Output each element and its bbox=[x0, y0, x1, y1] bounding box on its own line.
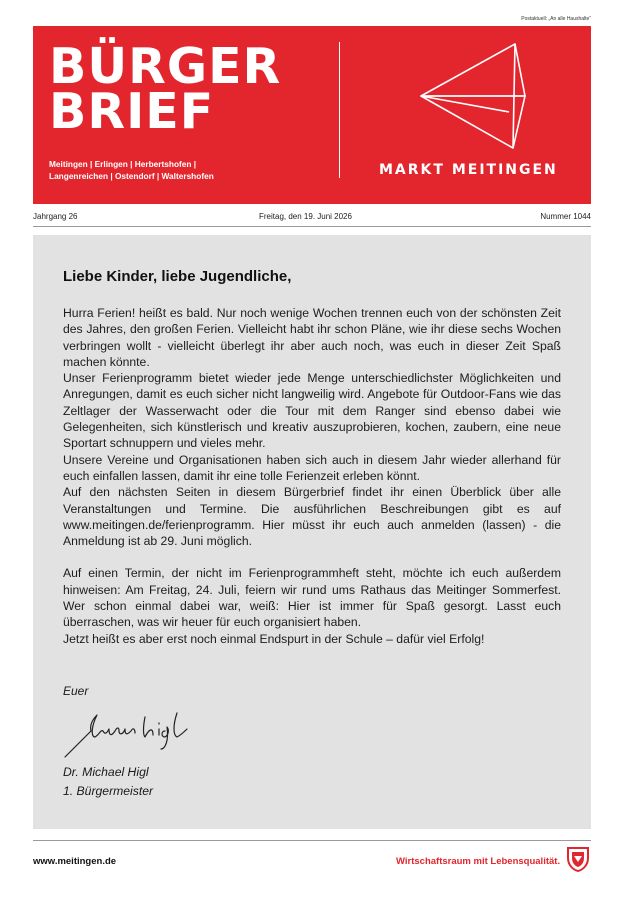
website-link[interactable]: www.meitingen.de bbox=[33, 856, 117, 867]
letter-closing: Euer bbox=[63, 684, 89, 698]
paragraph-gap bbox=[63, 549, 561, 565]
coat-of-arms-icon bbox=[566, 846, 590, 872]
letter-paragraph: Auf einen Termin, der nicht im Ferienprogrammheft steht, möchte ich euch außerdem hinweisen: Am Freitag, 24. Juli, feiern wir rund ums Rathaus das Meitinger Sommerfest. Wer schon einmal dabei war, weiß: Hier ist immer für Spaß gesorgt. Lasst euch überraschen, was wir heuer für euch organisiert haben. bbox=[63, 566, 561, 630]
postal-note: Postaktuell: „An alle Haushalte“ bbox=[521, 16, 591, 22]
footer-slogan: Wirtschaftsraum mit Lebensqualität. bbox=[396, 856, 561, 867]
title-line-1: BÜRGER bbox=[49, 38, 282, 95]
letter-box bbox=[33, 235, 591, 829]
brand-name: MARKT MEITINGEN bbox=[379, 162, 558, 178]
volume: Jahrgang 26 bbox=[33, 212, 78, 221]
places-list bbox=[49, 158, 214, 182]
title-line-2: BRIEF bbox=[49, 83, 215, 140]
letter-body bbox=[63, 305, 561, 647]
meta-divider bbox=[33, 226, 591, 227]
letter-paragraph: Jetzt heißt es aber erst noch einmal Endspurt in der Schule – dafür viel Erfolg! bbox=[63, 631, 485, 646]
issue-date: Freitag, den 19. Juni 2026 bbox=[259, 212, 352, 221]
signer-block bbox=[63, 763, 153, 800]
footer-divider bbox=[33, 840, 591, 841]
letter-paragraph: Unsere Vereine und Organisationen haben sich auch in diesem Jahr wieder allerhand für euch einfallen lassen, damit ihr eine tolle Ferienzeit erleben könnt. bbox=[63, 452, 561, 483]
letter-paragraph: Unser Ferienprogramm bietet wieder jede Menge unterschiedlichster Möglichkeiten und Anregungen, damit es euch sicher nicht langweilig wird. Angebote für Outdoor-Fans wie das Zeltlager der Wasserwacht oder die Tour mit dem Ranger sind ebenso dabei wie Gelegenheiten, sich künstlerisch und kreativ auszuprobieren, kochen, zaubern, eine neue Sportart schnuppern und vieles mehr. bbox=[63, 371, 561, 451]
issue-meta bbox=[33, 212, 591, 224]
signer-name: Dr. Michael Higl bbox=[63, 765, 149, 779]
letter-paragraph: Auf den nächsten Seiten in diesem Bürgerbrief findet ihr einen Überblick über alle Veranstaltungen und Termine. Die ausführlichen Beschreibungen gibt es auf www.meitingen.de/ferienprogramm. Hier müsst ihr euch auch anmelden (lassen) - die Anmeldung ist ab 29. Juni möglich. bbox=[63, 485, 561, 549]
header-banner bbox=[33, 26, 591, 204]
places-line-1: Meitingen | Erlingen | Herbertshofen | bbox=[49, 159, 197, 169]
header-divider bbox=[339, 42, 340, 178]
letter-greeting: Liebe Kinder, liebe Jugendliche, bbox=[63, 268, 292, 285]
triangle-logo-icon bbox=[419, 42, 529, 154]
issue-number: Nummer 1044 bbox=[540, 212, 591, 221]
signer-title: 1. Bürgermeister bbox=[63, 783, 154, 798]
signature bbox=[61, 705, 191, 761]
places-line-2: Langenreichen | Ostendorf | Waltershofen bbox=[49, 171, 214, 181]
masthead-title bbox=[49, 38, 282, 140]
letter-paragraph: Hurra Ferien! heißt es bald. Nur noch wenige Wochen trennen euch von der schönsten Zeit des Jahres, den großen Ferien. Vielleicht habt ihr schon Pläne, wie ihr diese sechs Wochen verbringen wollt - vielleicht überlegt ihr aber auch noch, was euch in dieser Zeit Spaß machen könnte. bbox=[63, 306, 561, 369]
